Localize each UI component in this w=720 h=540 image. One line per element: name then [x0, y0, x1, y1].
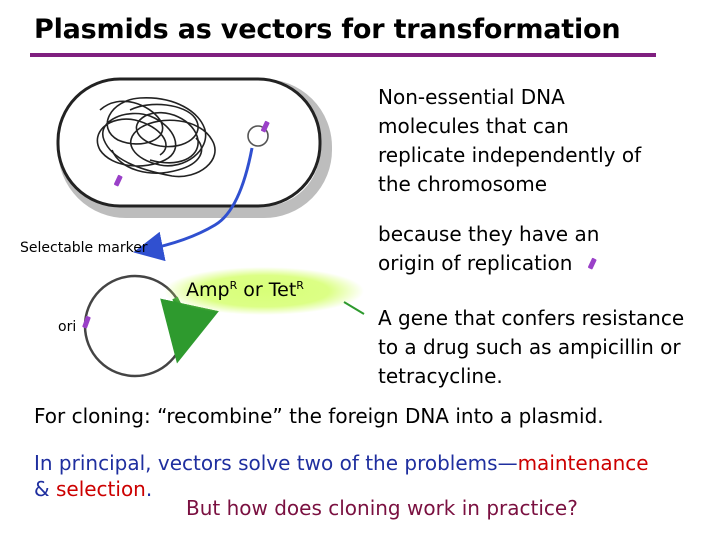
tet-superscript: R	[296, 279, 304, 292]
gene-description: A gene that confers resistance to a drug such as ampicillin or tetracycline.	[378, 306, 685, 388]
tet-text: Tet	[268, 279, 297, 301]
ori-marker-large-icon	[82, 316, 91, 329]
selection-word: selection	[55, 477, 146, 501]
or-text: or	[237, 279, 269, 301]
amp-text: Amp	[186, 279, 230, 301]
maintenance-word: maintenance	[517, 451, 649, 475]
practice-question: But how does cloning work in practice?	[186, 496, 578, 520]
origin-description: because they have an origin of replication	[378, 222, 600, 275]
principal-statement: In principal, vectors solve two of the problems—maintenance & selection.	[34, 451, 649, 501]
ori-label: ori	[58, 319, 77, 335]
amp-superscript: R	[229, 279, 238, 292]
amp-tet-label	[186, 274, 304, 302]
green-link-line	[344, 302, 364, 314]
cloning-statement: For cloning: “recombine” the foreign DNA into a plasmid.	[34, 404, 604, 428]
selectable-marker-label: Selectable marker	[20, 240, 148, 256]
non-essential-description: Non-essential DNA molecules that can replicate independently of the chromosome	[378, 85, 642, 196]
slide-title: Plasmids as vectors for transformation	[34, 14, 621, 45]
